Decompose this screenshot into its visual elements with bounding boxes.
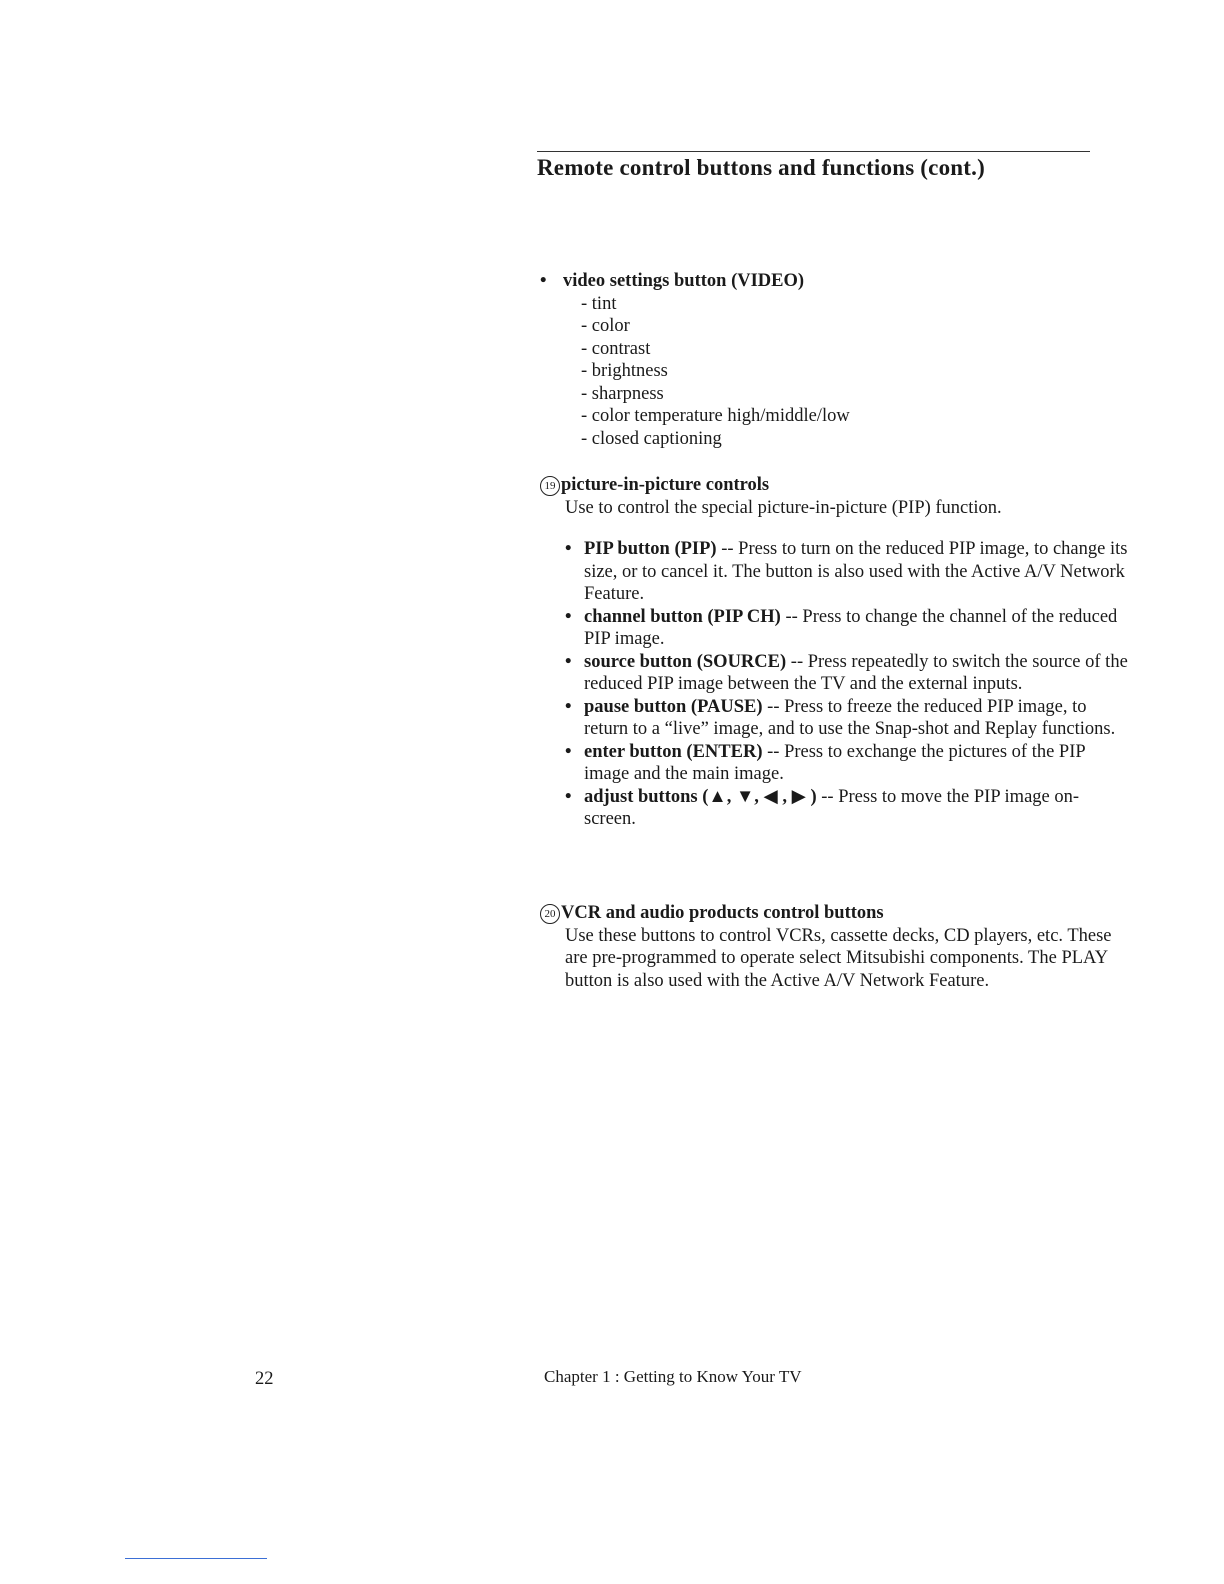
bullet: • bbox=[565, 741, 572, 762]
item-description: -- Press repeatedly to switch the source of the reduced PIP image between the TV and the external inputs. bbox=[584, 651, 1128, 694]
list-item: - tint bbox=[581, 293, 850, 316]
list-item bbox=[565, 786, 1130, 831]
pip-controls-section bbox=[540, 474, 1130, 831]
vcr-audio-heading-row bbox=[540, 902, 1130, 925]
list-item: - closed captioning bbox=[581, 428, 850, 451]
pip-controls-list bbox=[540, 538, 1130, 831]
bullet: • bbox=[565, 651, 572, 672]
vcr-audio-section bbox=[540, 902, 1130, 992]
pip-controls-heading: picture-in-picture controls bbox=[561, 475, 770, 495]
item-label: source button (SOURCE) bbox=[584, 651, 787, 672]
item-description: -- Press to freeze the reduced PIP image, to return to a “live” image, and to use the Snap-shot and Replay functions. bbox=[584, 696, 1116, 739]
list-item: - contrast bbox=[581, 338, 850, 361]
vcr-audio-body: Use these buttons to control VCRs, cassette decks, CD players, etc. These are pre-programmed to operate select Mitsubishi components. The PLAY button is also used with the Active A/V Network Feature. bbox=[565, 925, 1112, 991]
video-settings-list bbox=[540, 293, 850, 451]
page-title: Remote control buttons and functions (cont.) bbox=[537, 155, 985, 180]
item-label: enter button (ENTER) bbox=[584, 741, 763, 762]
list-item: - sharpness bbox=[581, 383, 850, 406]
bullet: • bbox=[565, 539, 572, 559]
list-item bbox=[565, 538, 1130, 606]
chapter-footer: Chapter 1 : Getting to Know Your TV bbox=[544, 1367, 802, 1386]
item-description: -- Press to turn on the reduced PIP image, to change its size, or to cancel it. The button is also used with the Active A/V Network Feature. bbox=[584, 539, 1128, 604]
item-label: channel button (PIP CH) bbox=[584, 606, 781, 627]
bullet: • bbox=[565, 696, 572, 717]
list-item bbox=[565, 606, 1130, 651]
list-item: - brightness bbox=[581, 360, 850, 383]
item-label: pause button (PAUSE) bbox=[584, 696, 763, 717]
section-number-badge: 20 bbox=[540, 904, 560, 924]
pip-controls-intro: Use to control the special picture-in-picture (PIP) function. bbox=[565, 497, 1002, 518]
list-item: - color bbox=[581, 315, 850, 338]
video-settings-heading-row bbox=[540, 270, 850, 293]
video-settings-heading: video settings button (VIDEO) bbox=[563, 271, 805, 291]
item-label: adjust buttons (▲, ▼, ◀ , ▶ ) bbox=[584, 786, 817, 807]
section-number-badge: 19 bbox=[540, 476, 560, 496]
item-label: PIP button (PIP) bbox=[584, 539, 717, 559]
pip-controls-heading-row bbox=[540, 474, 1130, 497]
bullet: • bbox=[565, 606, 572, 627]
page-number: 22 bbox=[255, 1369, 274, 1389]
footer-rule bbox=[125, 1558, 267, 1559]
vcr-audio-heading: VCR and audio products control buttons bbox=[561, 903, 884, 923]
item-description: -- Press to move the PIP image on-screen. bbox=[584, 786, 1080, 829]
header-rule bbox=[537, 151, 1090, 152]
list-item bbox=[565, 696, 1130, 741]
bullet: • bbox=[540, 271, 547, 291]
item-description: -- Press to exchange the pictures of the PIP image and the main image. bbox=[584, 741, 1085, 784]
item-description: -- Press to change the channel of the reduced PIP image. bbox=[584, 606, 1118, 649]
bullet: • bbox=[565, 786, 572, 807]
video-settings-section bbox=[540, 270, 850, 451]
list-item bbox=[565, 741, 1130, 786]
list-item: - color temperature high/middle/low bbox=[581, 405, 850, 428]
list-item bbox=[565, 651, 1130, 696]
